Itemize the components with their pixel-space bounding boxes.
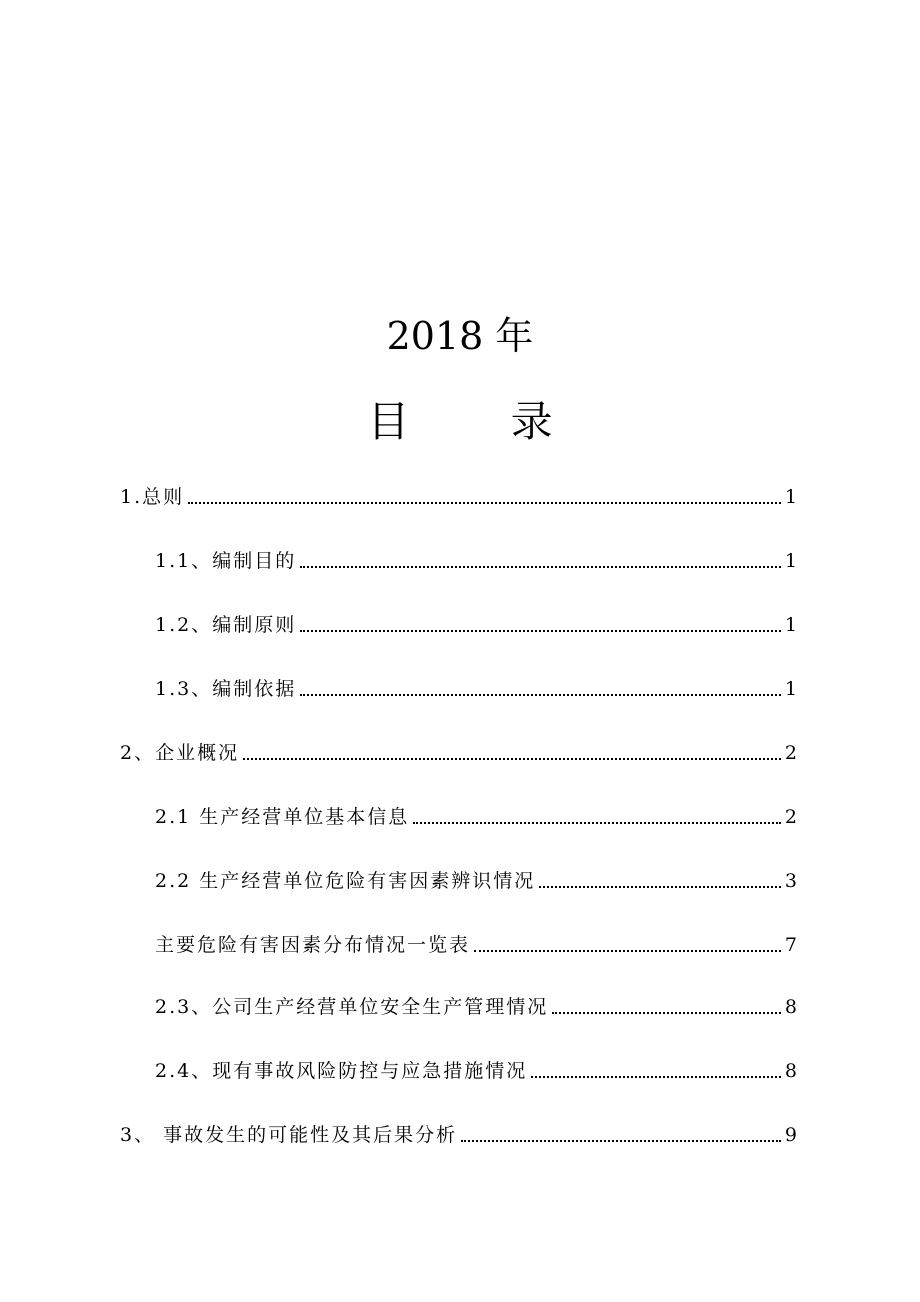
toc-dot-leader bbox=[300, 694, 781, 696]
toc-dot-leader bbox=[539, 886, 781, 888]
toc-entry-title: 2.3、公司生产经营单位安全生产管理情况 bbox=[155, 996, 549, 1018]
toc-page-number: 1 bbox=[784, 550, 797, 572]
toc-dot-leader bbox=[461, 1140, 781, 1142]
toc-dot-leader bbox=[300, 566, 781, 568]
toc-entry[interactable] bbox=[155, 546, 797, 576]
toc-entry-title: 1.3、编制依据 bbox=[155, 678, 297, 700]
toc-entry[interactable] bbox=[155, 610, 797, 640]
toc-heading: 目 录 bbox=[367, 397, 597, 446]
toc-page-number: 8 bbox=[784, 1060, 797, 1082]
toc-entry[interactable] bbox=[155, 866, 797, 896]
toc-page-number: 8 bbox=[784, 996, 797, 1018]
toc-entry[interactable] bbox=[155, 992, 797, 1022]
toc-page-number: 1 bbox=[784, 678, 797, 700]
toc-entry-title: 2.1 生产经营单位基本信息 bbox=[155, 806, 410, 828]
toc-entry[interactable] bbox=[155, 1056, 797, 1086]
toc-entry-title: 2、企业概况 bbox=[120, 742, 240, 764]
toc-page-number: 2 bbox=[784, 742, 797, 764]
toc-entry-title: 1.1、编制目的 bbox=[155, 550, 297, 572]
toc-entry[interactable] bbox=[120, 482, 797, 512]
toc-dot-leader bbox=[188, 502, 781, 504]
toc-dot-leader bbox=[300, 630, 781, 632]
toc-entry[interactable] bbox=[155, 930, 797, 960]
toc-dot-leader bbox=[531, 1076, 781, 1078]
toc-entry-title: 1.2、编制原则 bbox=[155, 614, 297, 636]
toc-entry[interactable] bbox=[120, 1120, 797, 1150]
toc-entry-title: 2.4、现有事故风险防控与应急措施情况 bbox=[155, 1060, 528, 1082]
toc-page-number: 7 bbox=[784, 934, 797, 956]
toc-entry-title: 3、 事故发生的可能性及其后果分析 bbox=[120, 1124, 458, 1146]
toc-page-number: 1 bbox=[784, 486, 797, 508]
toc-entry-title: 2.2 生产经营单位危险有害因素辨识情况 bbox=[155, 870, 536, 892]
toc-dot-leader bbox=[243, 758, 781, 760]
toc-dot-leader bbox=[413, 822, 781, 824]
toc-page-number: 2 bbox=[784, 806, 797, 828]
toc-page-number: 1 bbox=[784, 614, 797, 636]
toc-entry[interactable] bbox=[155, 802, 797, 832]
toc-dot-leader bbox=[474, 950, 781, 952]
year-heading: 2018 年 bbox=[386, 314, 534, 358]
toc-page-number: 9 bbox=[784, 1124, 797, 1146]
toc-dot-leader bbox=[552, 1012, 781, 1014]
toc-entry[interactable] bbox=[155, 674, 797, 704]
toc-entry[interactable] bbox=[120, 738, 797, 768]
toc-entry-title: 主要危险有害因素分布情况一览表 bbox=[155, 934, 471, 956]
toc-page-number: 3 bbox=[784, 870, 797, 892]
toc-entry-title: 1.总则 bbox=[120, 486, 185, 508]
